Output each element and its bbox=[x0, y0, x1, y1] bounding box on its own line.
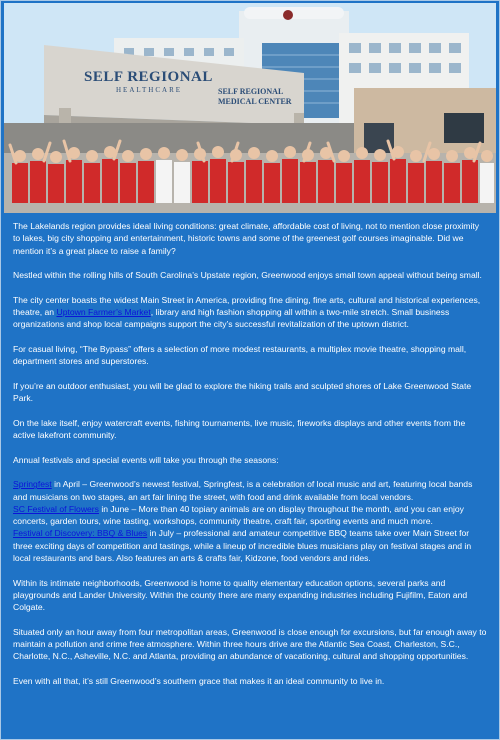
sign-text-line: MEDICAL CENTER bbox=[218, 97, 292, 106]
event-item bbox=[13, 527, 487, 564]
paragraph: Even with all that, it’s still Greenwood’s southern grace that makes it an ideal community to live in. bbox=[13, 675, 385, 686]
paragraph: Nestled within the rolling hills of South Carolina’s Upstate region, Greenwood enjoys small town appeal without being small. bbox=[13, 270, 482, 281]
event-item bbox=[13, 503, 487, 528]
uptown-farmers-market-link[interactable]: Uptown Farmer’s Market bbox=[56, 307, 151, 318]
event-item bbox=[13, 478, 487, 503]
paragraph: For casual living, “The Bypass” offers a selection of more modest restaurants, a multiplex movie theatre, shopping mall, department stores and superstores. bbox=[13, 343, 467, 367]
sc-festival-of-flowers-link[interactable]: SC Festival of Flowers bbox=[13, 503, 99, 514]
event-text: in July – professional and amateur competitive BBQ teams take over Main Street for three exciting days of competition and tastings, while a lineup of incredible blues musicians play on festival stages and in local restaurants and bars. Also features an arts & crafts fair, Kidzone, food vendors and rides. bbox=[13, 528, 472, 564]
paragraph: If you’re an outdoor enthusiast, you will be glad to explore the hiking trails and sculpted shores of Lake Greenwood State Park. bbox=[13, 380, 472, 404]
paragraph: Annual festivals and special events will take you through the seasons: bbox=[13, 454, 279, 465]
hero-photo bbox=[4, 3, 496, 213]
paragraph-text: , library and high fashion shopping all within a two-mile stretch. Small business organizations and shop local campaigns support the city’s successful revitalization of the uptown district. bbox=[13, 307, 450, 330]
paragraph: Situated only an hour away from four metropolitan areas, Greenwood is close enough for excursions, but far enough away to maintain a pollution and crime free atmosphere. Within three hours drive are the Atlantic Sea Coast, Charleston, S.C., Charlotte, N.C., Asheville, N.C. and Atlanta, providing an abundance of vacationing, cultural and shopping opportunities. bbox=[13, 626, 487, 662]
article-body bbox=[13, 220, 487, 700]
event-text: in June – More than 40 topiary animals are on display throughout the month, and you can enjoy concerts, garden tours, wine tasting, workshops, community theatre, craft fair, sporting events and much more. bbox=[13, 503, 464, 527]
paragraph: On the lake itself, enjoy watercraft events, fishing tournaments, live music, fireworks displays and other events from the active lakefront community. bbox=[13, 417, 466, 441]
festival-of-discovery-link[interactable]: Festival of Discovery: BBQ & Blues bbox=[13, 528, 148, 539]
sign-text-medical-center bbox=[218, 87, 292, 107]
events-list bbox=[13, 478, 487, 564]
sign-text-line: SELF REGIONAL bbox=[218, 87, 284, 96]
hero-illustration bbox=[4, 3, 496, 213]
springfest-link[interactable]: Springfest bbox=[13, 479, 52, 490]
sign-text-healthcare: HEALTHCARE bbox=[116, 86, 183, 94]
event-text: in April – Greenwood’s newest festival, Springfest, is a celebration of local music and art, featuring local bands and musicians on two stages, an art fair lining the street, with food and drink available from local vendors. bbox=[13, 479, 473, 502]
sign-text-hospital: SELF REGIONAL bbox=[84, 69, 213, 85]
paragraph: Within its intimate neighborhoods, Greenwood is home to quality elementary education options, several parks and playgrounds and Lander University. Within the county there are many expanding industries including Fujifilm, Eaton and Colgate. bbox=[13, 577, 468, 613]
paragraph-text: The city center boasts the widest Main Street in America, providing fine dining, fine arts, cultural and historical experiences, theatre, an bbox=[13, 294, 481, 318]
paragraph bbox=[13, 294, 487, 331]
paragraph: The Lakelands region provides ideal living conditions: great climate, affordable cost of living, not to mention close proximity to lakes, big city shopping and entertainment, historic towns and some of the greenest golf courses imaginable. Did we mention it’s a great place to raise a family? bbox=[13, 221, 480, 256]
